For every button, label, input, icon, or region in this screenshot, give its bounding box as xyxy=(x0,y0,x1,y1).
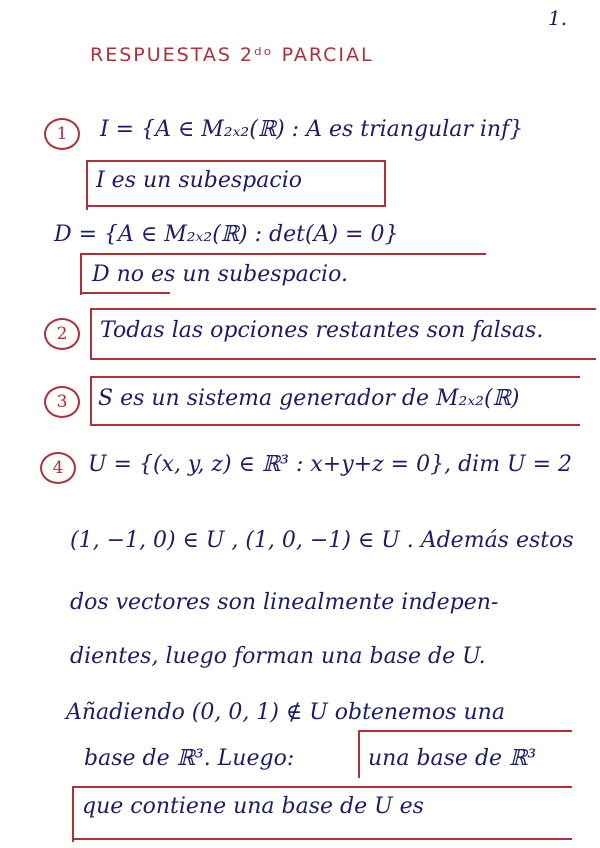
q4-vectors-line: (1, −1, 0) ∈ U , (1, 0, −1) ∈ U . Además estos xyxy=(70,528,574,553)
q4-line-5-pre: base de ℝ³. Luego: xyxy=(84,746,295,771)
question-4-marker: 4 xyxy=(40,452,76,484)
q1-box-D-top xyxy=(80,253,486,255)
page-number: 1. xyxy=(548,6,568,30)
q4-set-U: U = {(x, y, z) ∈ ℝ³ : x+y+z = 0}, dim U = 2 xyxy=(88,452,572,477)
q2-box-left xyxy=(90,308,92,360)
q1-set-I: I = {A ∈ M₂ₓ₂(ℝ) : A es triangular inf} xyxy=(100,117,524,142)
page-title: RESPUESTAS 2ᵈᵒ PARCIAL xyxy=(90,44,374,66)
question-1-marker: 1 xyxy=(44,118,80,150)
q4-line-3: dientes, luego forman una base de U. xyxy=(70,644,486,669)
q1-set-D: D = {A ∈ M₂ₓ₂(ℝ) : det(A) = 0} xyxy=(54,222,399,247)
question-2-marker: 2 xyxy=(44,318,80,350)
q1-answer-D: D no es un subespacio. xyxy=(92,262,348,287)
q4-box2-bottom xyxy=(72,838,572,840)
q1-box-I-top xyxy=(86,160,386,162)
q3-answer: S es un sistema generador de M₂ₓ₂(ℝ) xyxy=(98,386,520,411)
q4-line-6: que contiene una base de U es xyxy=(82,794,424,819)
q1-box-D-left xyxy=(80,253,82,295)
q1-box-I-bottom xyxy=(86,205,386,207)
q4-line-2: dos vectores son linealmente indepen- xyxy=(70,590,499,615)
q1-answer-I: I es un subespacio xyxy=(96,168,302,193)
q4-line-5-boxed: una base de ℝ³ xyxy=(368,746,537,771)
q4-box-left xyxy=(358,730,360,778)
q3-box-top xyxy=(90,376,580,378)
q2-box-top xyxy=(90,308,596,310)
q4-box2-top xyxy=(72,786,572,788)
q1-box-I-left xyxy=(86,160,88,210)
q2-answer: Todas las opciones restantes son falsas. xyxy=(100,318,544,343)
question-3-marker: 3 xyxy=(44,386,80,418)
q1-box-I-right xyxy=(384,160,386,205)
q3-box-bottom xyxy=(90,424,580,426)
q4-box-top xyxy=(358,730,572,732)
q2-box-bottom xyxy=(90,358,596,360)
q1-box-D-bottom xyxy=(80,292,170,294)
q4-box2-left xyxy=(72,786,74,842)
q4-line-4: Añadiendo (0, 0, 1) ∉ U obtenemos una xyxy=(66,700,505,725)
q3-box-left xyxy=(90,376,92,426)
